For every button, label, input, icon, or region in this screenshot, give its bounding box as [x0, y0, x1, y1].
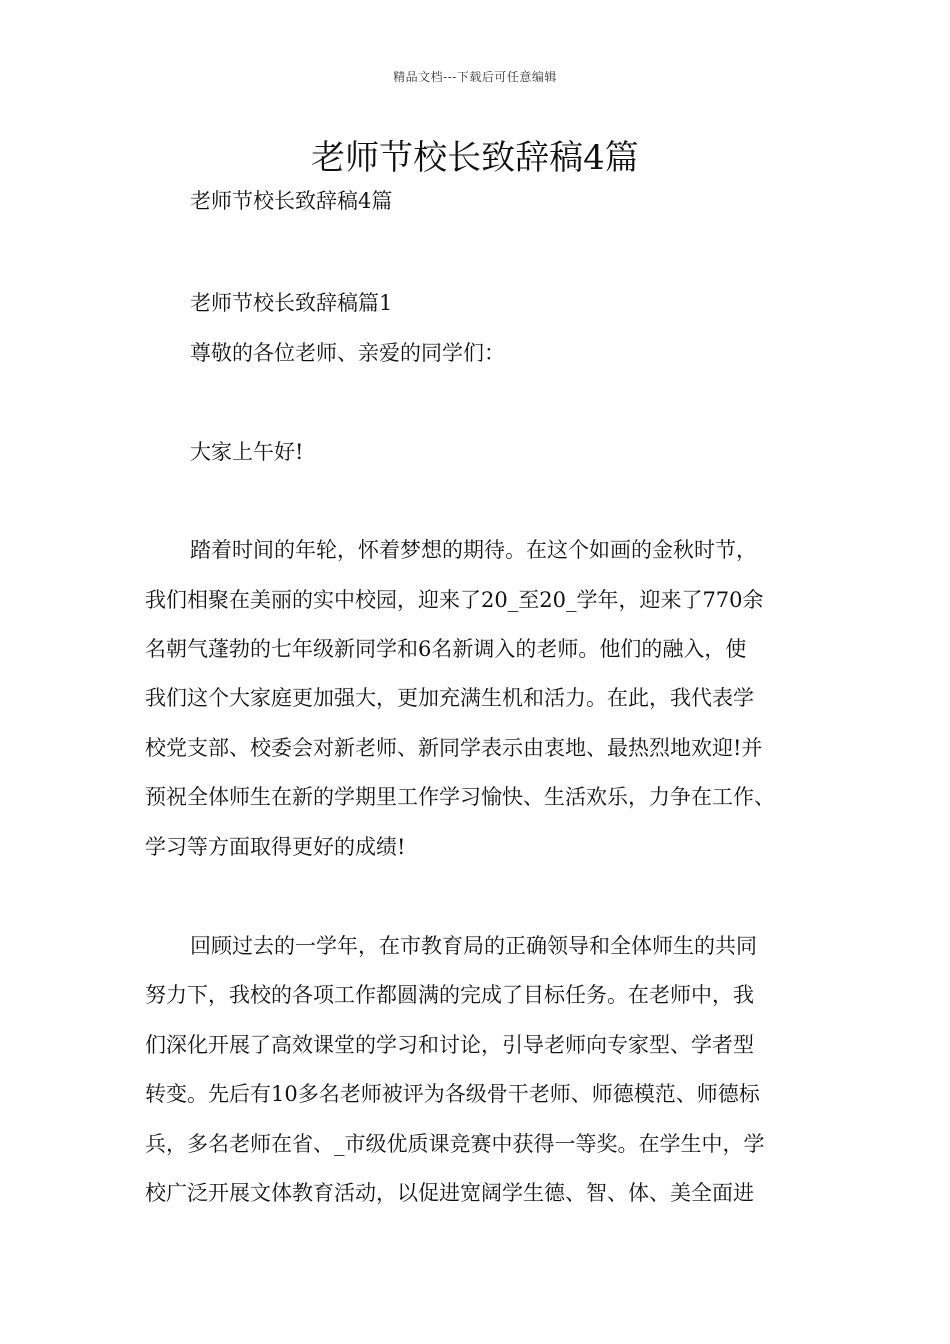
paragraph-line: 兵，多名老师在省、_市级优质课竞赛中获得一等奖。在学生中，学: [145, 1132, 765, 1156]
paragraph-line: 转变。先后有10多名老师被评为各级骨干老师、师德模范、师德标: [145, 1082, 760, 1106]
paragraph-line: 校广泛开展文体教育活动，以促进宽阔学生德、智、体、美全面进: [145, 1181, 754, 1205]
paragraph-line: 预祝全体师生在新的学期里工作学习愉快、生活欢乐，力争在工作、: [145, 785, 775, 809]
paragraph-line: 我们这个大家庭更加强大，更加充满生机和活力。在此，我代表学: [145, 686, 754, 710]
paragraph-line: 们深化开展了高效课堂的学习和讨论，引导老师向专家型、学者型: [145, 1033, 754, 1057]
greeting: 大家上午好!: [190, 440, 304, 464]
document-title: 老师节校长致辞稿4篇: [311, 138, 639, 178]
paragraph-line: 学习等方面取得更好的成绩!: [145, 835, 406, 859]
paragraph-line: 我们相聚在美丽的实中校园，迎来了20_至20_学年，迎来了770余: [145, 588, 764, 612]
paragraph-line: 回顾过去的一学年，在市教育局的正确领导和全体师生的共同: [190, 934, 757, 958]
paragraph-line: 努力下，我校的各项工作都圆满的完成了目标任务。在老师中，我: [145, 983, 754, 1007]
paragraph-line: 名朝气蓬勃的七年级新同学和6名新调入的老师。他们的融入，使: [145, 637, 747, 661]
paragraph-line: 踏着时间的年轮，怀着梦想的期待。在这个如画的金秋时节，: [190, 538, 757, 562]
paragraph-line: 校党支部、校委会对新老师、新同学表示由衷地、最热烈地欢迎!并: [145, 736, 763, 760]
salutation: 尊敬的各位老师、亲爱的同学们：: [190, 341, 505, 365]
subtitle: 老师节校长致辞稿4篇: [190, 189, 393, 213]
section-heading: 老师节校长致辞稿篇1: [190, 291, 393, 315]
header-note: 精品文档---下载后可任意编辑: [393, 70, 557, 84]
